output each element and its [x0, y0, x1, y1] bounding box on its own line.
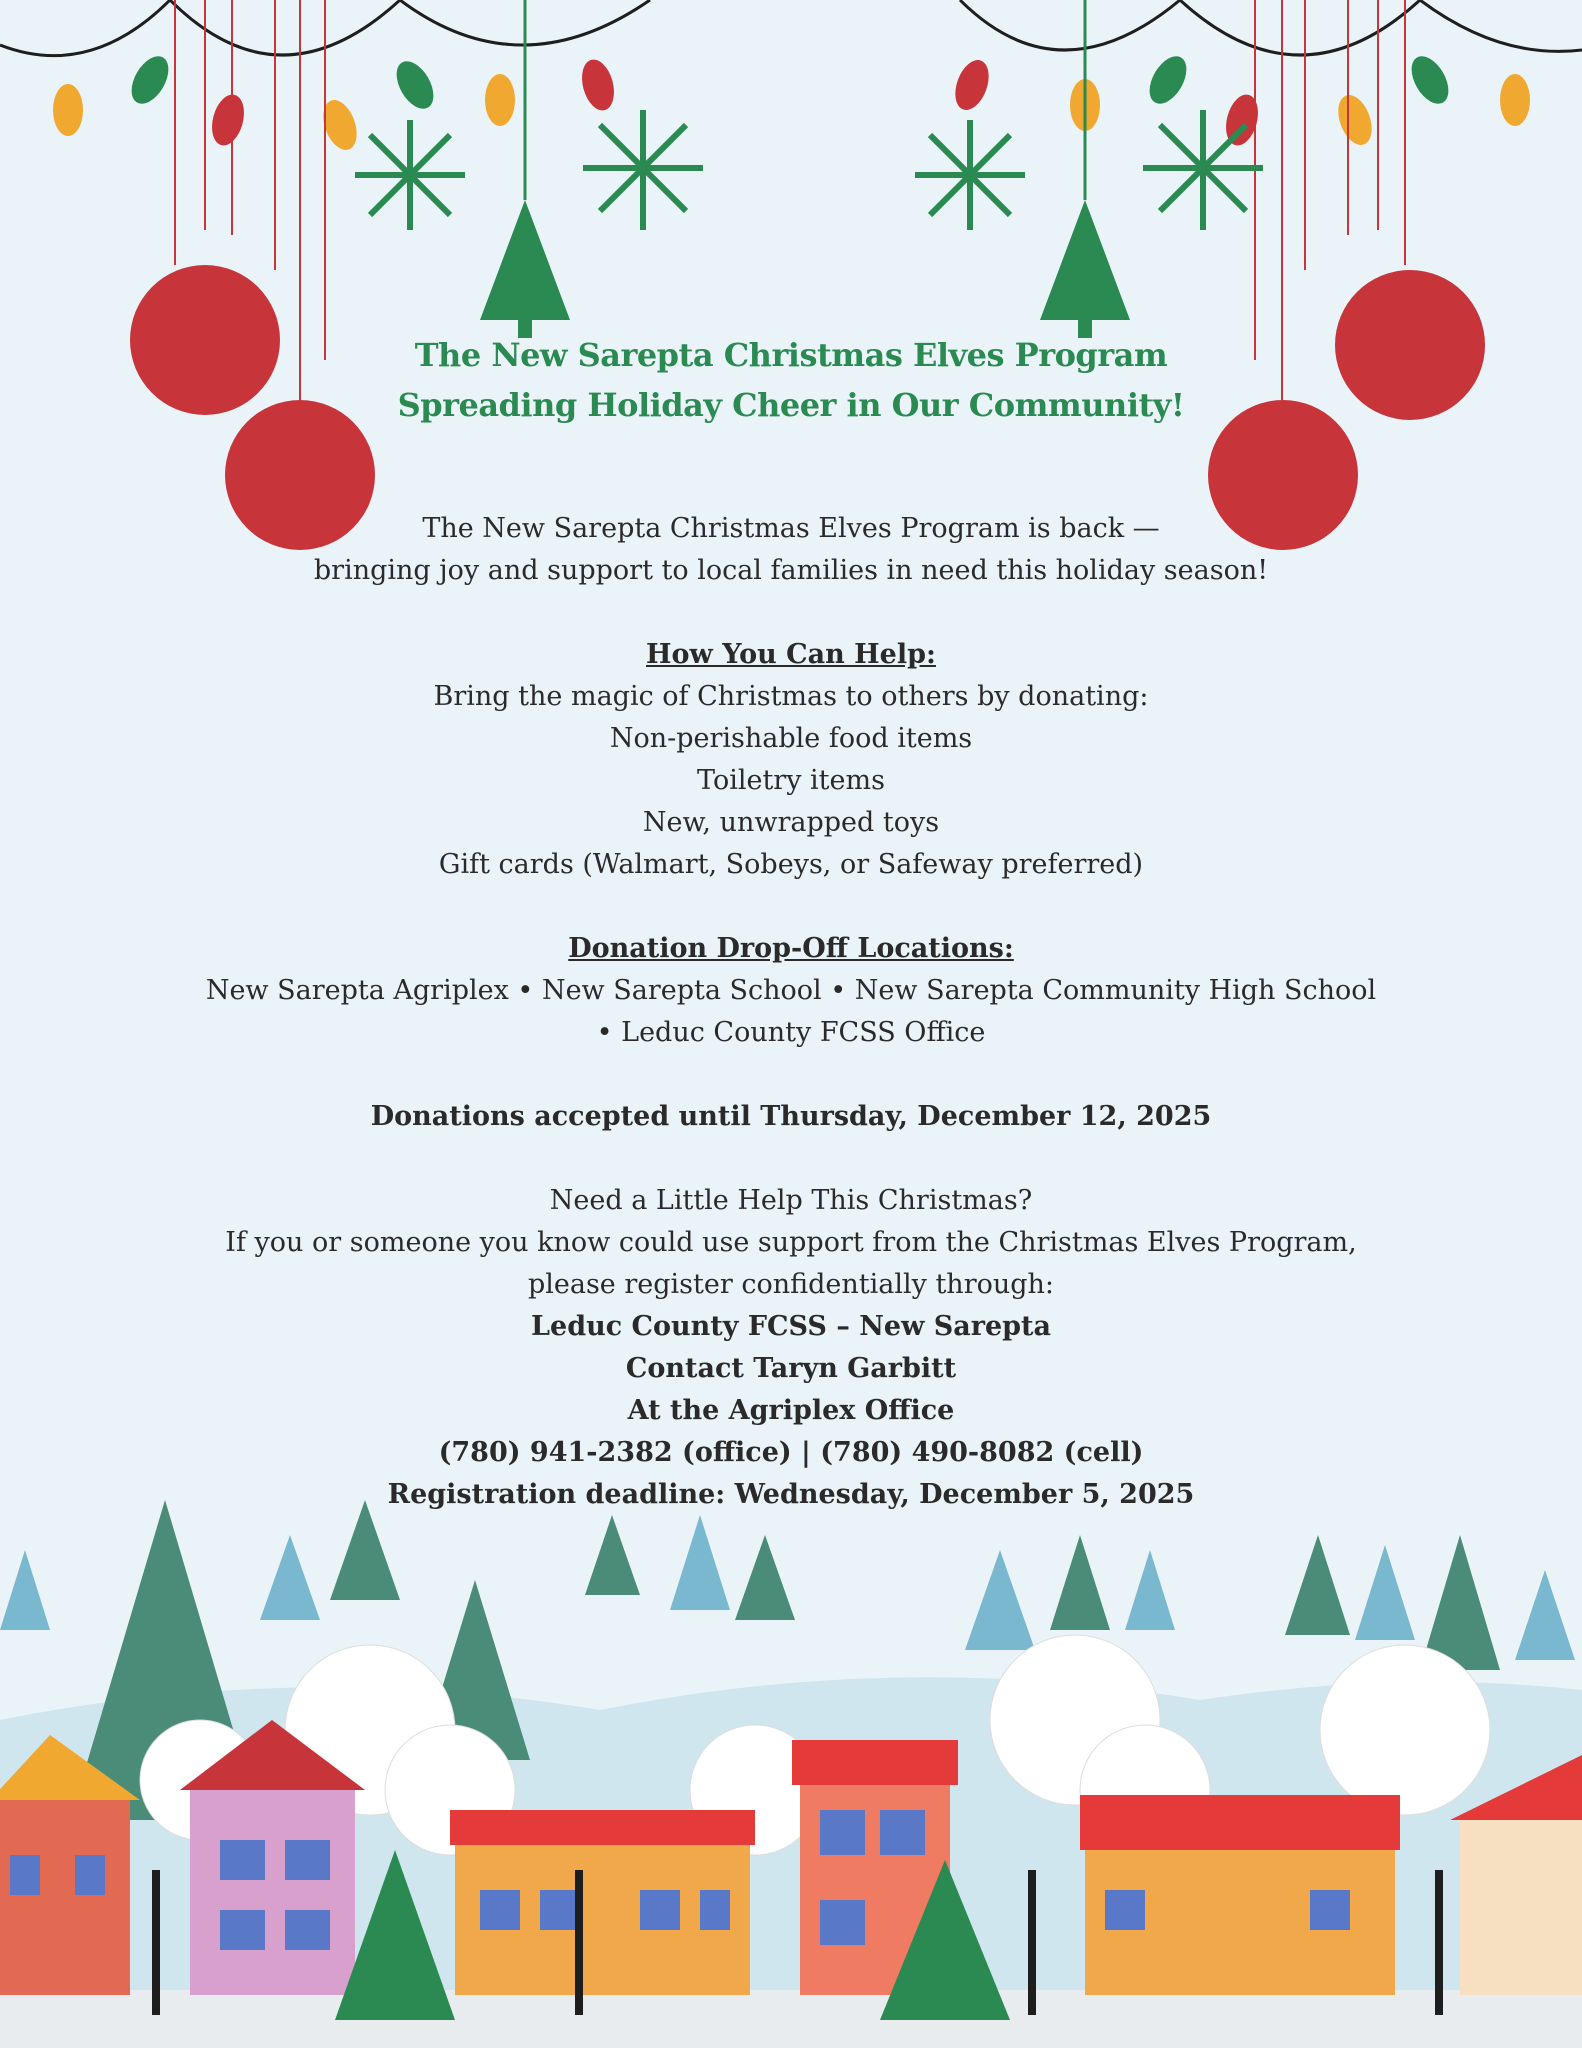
- page-subtitle: Spreading Holiday Cheer in Our Community!: [397, 386, 1185, 424]
- dropoff-heading: Donation Drop-Off Locations:: [568, 933, 1014, 964]
- register-location: At the Agriplex Office: [627, 1395, 955, 1426]
- help-lead: Bring the magic of Christmas to others by donating:: [433, 681, 1149, 712]
- help-question: Need a Little Help This Christmas?: [549, 1185, 1033, 1216]
- holiday-lights-ornaments-decoration: [0, 0, 1582, 560]
- donation-item: Non-perishable food items: [609, 723, 973, 754]
- donation-item: New, unwrapped toys: [642, 807, 940, 838]
- flyer-body: [0, 508, 1582, 1516]
- donation-item: Gift cards (Walmart, Sobeys, or Safeway preferred): [438, 849, 1144, 880]
- page-title: The New Sarepta Christmas Elves Program: [414, 336, 1168, 374]
- winter-village-illustration: [0, 1490, 1582, 2048]
- donation-deadline: Donations accepted until Thursday, December 12, 2025: [370, 1101, 1212, 1132]
- dropoff-locations: New Sarepta Agriplex • New Sarepta School • New Sarepta Community High School: [205, 975, 1377, 1006]
- intro-line: The New Sarepta Christmas Elves Program is back —: [422, 513, 1160, 544]
- register-text: If you or someone you know could use support from the Christmas Elves Program,: [225, 1227, 1357, 1258]
- dropoff-locations: • Leduc County FCSS Office: [596, 1017, 986, 1048]
- donation-item: Toiletry items: [697, 765, 885, 796]
- intro-line: bringing joy and support to local families in need this holiday season!: [313, 555, 1269, 586]
- register-phones: (780) 941-2382 (office) | (780) 490-8082 (cell): [438, 1437, 1144, 1468]
- help-heading: How You Can Help:: [646, 639, 936, 670]
- register-org: Leduc County FCSS – New Sarepta: [531, 1311, 1051, 1342]
- hanging-trees-snowflakes: [355, 0, 1263, 338]
- register-text: please register confidentially through:: [527, 1269, 1055, 1300]
- registration-deadline: Registration deadline: Wednesday, December 5, 2025: [387, 1479, 1195, 1510]
- register-contact: Contact Taryn Garbitt: [625, 1353, 957, 1384]
